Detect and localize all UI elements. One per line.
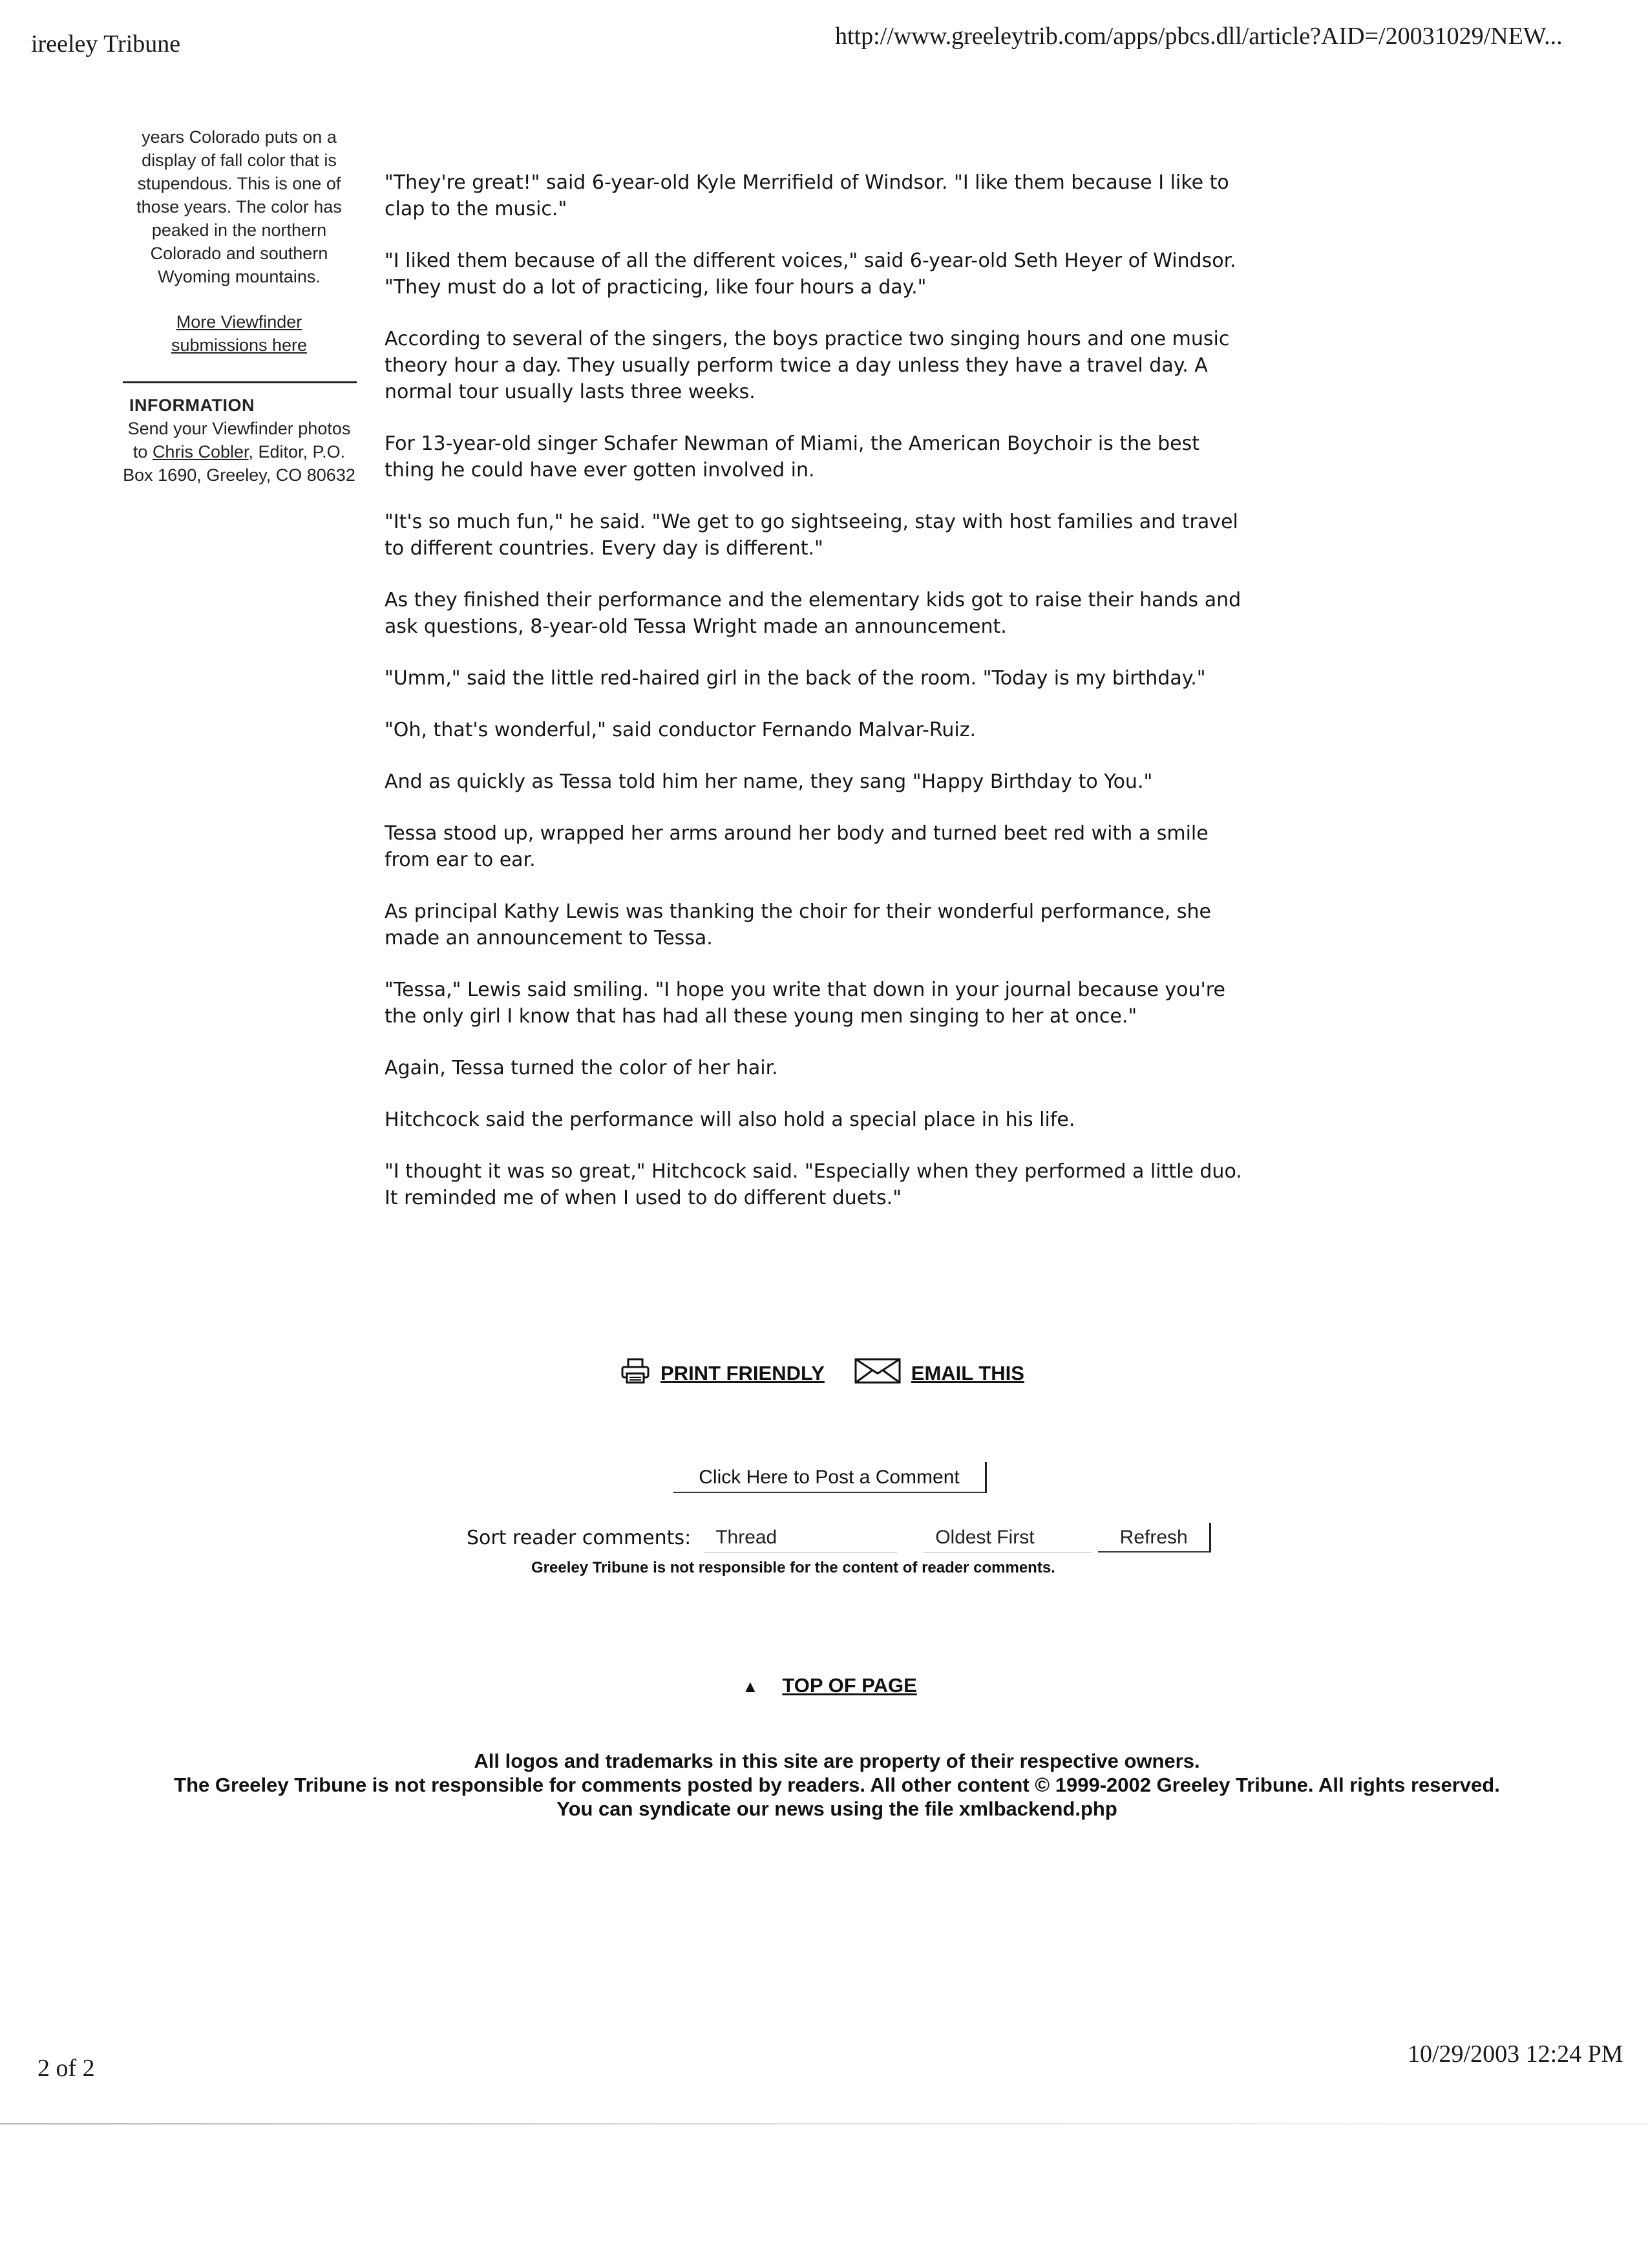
top-of-page[interactable]: [742, 1674, 917, 1697]
article-paragraph: Again, Tessa turned the color of her hair.: [385, 1057, 778, 1079]
article-paragraph: Hitchcock said the performance will also hold a special place in his life.: [385, 1108, 1075, 1131]
article-paragraph: As principal Kathy Lewis was thanking the choir for their wonderful performance, she made an announcement to Tessa.: [385, 900, 1211, 949]
article-paragraph: As they finished their performance and the elementary kids got to raise their hands and ask questions, 8-year-old Tessa Wright made an announcement.: [385, 589, 1241, 638]
comments-disclaimer: Greeley Tribune is not responsible for the content of reader comments.: [531, 1559, 1055, 1576]
article-paragraph: And as quickly as Tessa told him her name, they sang "Happy Birthday to You.": [385, 770, 1153, 793]
article-paragraph: "Tessa," Lewis said smiling. "I hope you write that down in your journal because you're the only girl I know that has had all these young men singing to her at once.": [385, 979, 1225, 1028]
article-paragraph: According to several of the singers, the boys practice two singing hours and one music theory hour a day. They usually perform twice a day unless they have a travel day. A normal tour usually lasts three weeks.: [385, 328, 1230, 403]
sort-order-select[interactable]: Oldest First: [924, 1523, 1092, 1553]
footer-copyright-notice: The Greeley Tribune is not responsible for comments posted by readers. All other content © 1999-2002 Greeley Tribune. All rights reserved.: [174, 1774, 1500, 1796]
more-viewfinder-link-line1[interactable]: More Viewfinder: [176, 312, 302, 332]
footer-syndication-notice: You can syndicate our news using the file xmlbackend.php: [556, 1797, 1117, 1820]
print-header-url: http://www.greeleytrib.com/apps/pbcs.dll/article?AID=/20031029/NEW...: [835, 23, 1563, 50]
article-actions: [620, 1357, 1024, 1390]
information-text-before: Send your Viewfinder photos to: [127, 419, 351, 461]
article-paragraph: For 13-year-old singer Schafer Newman of Miami, the American Boychoir is the best thing he could have ever gotten involved in.: [385, 432, 1199, 482]
article-body: [385, 169, 1254, 1236]
print-footer-timestamp: 10/29/2003 12:24 PM: [1408, 2040, 1623, 2068]
more-viewfinder-link[interactable]: [123, 310, 355, 357]
sort-comments-label: Sort reader comments:: [467, 1526, 692, 1549]
refresh-button[interactable]: Refresh: [1098, 1523, 1211, 1553]
top-of-page-link[interactable]: TOP OF PAGE: [782, 1674, 917, 1697]
printer-icon[interactable]: [620, 1357, 651, 1390]
sidebar: [123, 125, 355, 487]
article-paragraph: "Oh, that's wonderful," said conductor Fernando Malvar-Ruiz.: [385, 719, 977, 741]
chris-cobler-link[interactable]: Chris Cobler: [152, 442, 249, 461]
print-header-site-title: ireeley Tribune: [31, 30, 181, 58]
information-text-after: , Editor, P.O. Box 1690, Greeley, CO 80632: [123, 442, 355, 485]
footer-trademark-notice: All logos and trademarks in this site are property of their respective owners.: [474, 1750, 1200, 1772]
article-paragraph: "I liked them because of all the different voices," said 6-year-old Seth Heyer of Windsor. "They must do a lot of practicing, like four hours a day.": [385, 249, 1236, 299]
scan-edge-line: [0, 2123, 1648, 2125]
envelope-icon[interactable]: [854, 1358, 901, 1389]
article-paragraph: "They're great!" said 6-year-old Kyle Merrifield of Windsor. "I like them because I like to clap to the music.": [385, 171, 1229, 220]
article-paragraph: Tessa stood up, wrapped her arms around her body and turned beet red with a smile from ear to ear.: [385, 822, 1209, 871]
email-this-link[interactable]: EMAIL THIS: [911, 1362, 1024, 1384]
article-paragraph: "Umm," said the little red-haired girl in the back of the room. "Today is my birthday.": [385, 667, 1206, 690]
print-friendly-link[interactable]: PRINT FRIENDLY: [660, 1362, 825, 1384]
sidebar-divider: [123, 381, 357, 383]
more-viewfinder-link-line2[interactable]: submissions here: [171, 335, 308, 355]
print-footer-page-count: 2 of 2: [37, 2055, 95, 2082]
information-text: [123, 417, 355, 487]
information-heading: INFORMATION: [129, 396, 255, 415]
up-arrow-icon: ▲: [742, 1677, 759, 1696]
article-paragraph: "I thought it was so great," Hitchcock said. "Especially when they performed a little duo. It reminded me of when I used to do different duets.": [385, 1160, 1242, 1209]
site-footer: [152, 1749, 1522, 1821]
post-comment-button[interactable]: Click Here to Post a Comment: [673, 1462, 987, 1493]
sidebar-blurb: years Colorado puts on a display of fall color that is stupendous. This is one of those years. The color has peaked in the northern Colorado and southern Wyoming mountains.: [136, 127, 342, 286]
sort-comments-row: [467, 1523, 1211, 1553]
article-paragraph: "It's so much fun," he said. "We get to go sightseeing, stay with host families and travel to different countries. Every day is different.": [385, 511, 1238, 560]
sort-mode-select[interactable]: Thread: [704, 1523, 898, 1553]
